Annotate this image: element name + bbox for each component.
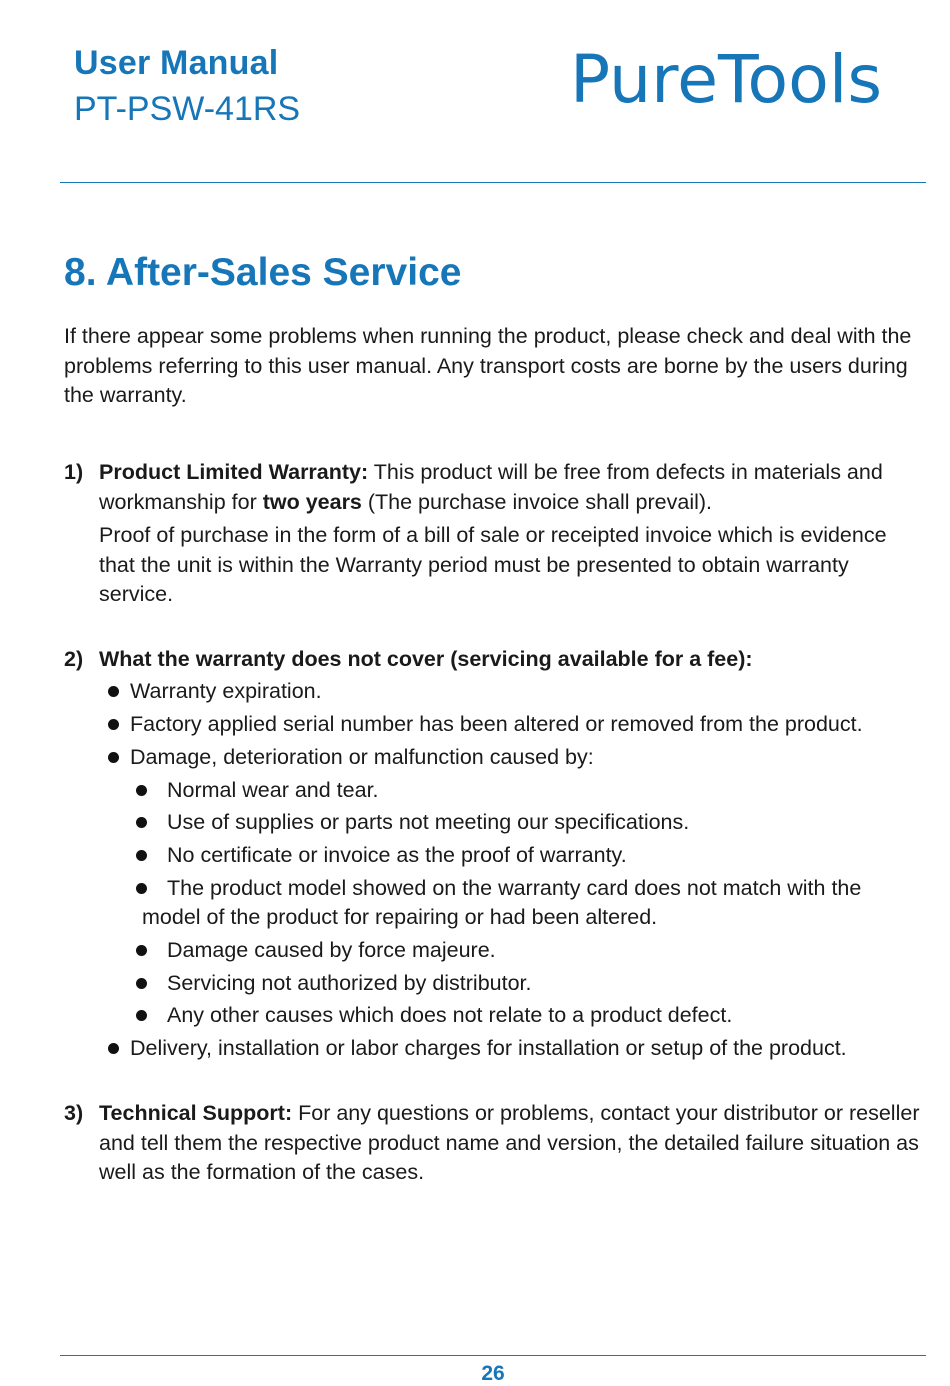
sub-bullet-text: Normal wear and tear. [167,778,379,802]
bullet-dot [136,817,147,828]
proof-of-purchase-paragraph: Proof of purchase in the form of a bill of sale or receipted invoice which is evidence that the unit is within the Warranty period must be presented to obtain warranty service. [99,523,887,606]
item-number-3: 3) [64,1101,84,1125]
item-number-2: 2) [64,647,84,671]
technical-support-text: For any questions or problems, contact your distributor or reseller and tell them the respective product name and version, the detailed failure situation as well as the formation of the cases. [99,1101,920,1184]
bullet-dot [108,719,119,730]
sub-bullet-continuation: model of the product for repairing or had been altered. [142,905,658,929]
warranty-paragraph [99,458,925,517]
bullet-dot [136,1010,147,1021]
sub-bullet-text: Any other causes which does not relate to a product defect. [167,1003,733,1027]
not-covered-heading: What the warranty does not cover (servicing available for a fee): [99,647,753,671]
technical-support-title: Technical Support: [99,1101,293,1125]
bullet-dot [108,686,119,697]
bullet-dot [136,785,147,796]
section-heading: 8. After-Sales Service [64,251,462,294]
page-number: 26 [481,1362,505,1385]
warranty-text-b: (The purchase invoice shall prevail). [361,489,713,514]
bullet-dot [136,978,147,989]
bullet-dot [108,752,119,763]
puretools-logo [570,40,890,112]
sub-bullet-text: The product model showed on the warranty card does not match with the [167,876,862,900]
header-model-number: PT-PSW-41RS [74,90,301,128]
header-title: User Manual [74,44,279,82]
bullet-text: Damage, deterioration or malfunction caused by: [130,745,594,769]
sub-bullet-text: No certificate or invoice as the proof of warranty. [167,843,627,867]
warranty-text-a: This product will be free from defects in materials and workmanship for [99,460,883,514]
bullet-dot [136,883,147,894]
sub-bullet-text: Servicing not authorized by distributor. [167,971,532,995]
bullet-dot [136,850,147,861]
warranty-title: Product Limited Warranty: [99,460,369,484]
intro-paragraph: If there appear some problems when running the product, please check and deal with the problems referring to this user manual. Any transport costs are borne by the users during the warranty. [64,324,912,407]
bullet-text: Warranty expiration. [130,679,322,703]
header-divider [60,182,926,183]
bullet-text: Factory applied serial number has been altered or removed from the product. [130,712,863,736]
sub-bullet-text: Damage caused by force majeure. [167,938,496,962]
bullet-dot [136,945,147,956]
bullet-dot [108,1043,119,1054]
sub-bullet-text: Use of supplies or parts not meeting our specifications. [167,810,690,834]
warranty-duration: two years [262,489,362,514]
logo-wordmark: PureTools [570,41,882,112]
footer-divider [60,1355,926,1356]
technical-support-paragraph [99,1099,925,1188]
item-number-1: 1) [64,460,84,484]
bullet-text: Delivery, installation or labor charges for installation or setup of the product. [130,1036,847,1060]
